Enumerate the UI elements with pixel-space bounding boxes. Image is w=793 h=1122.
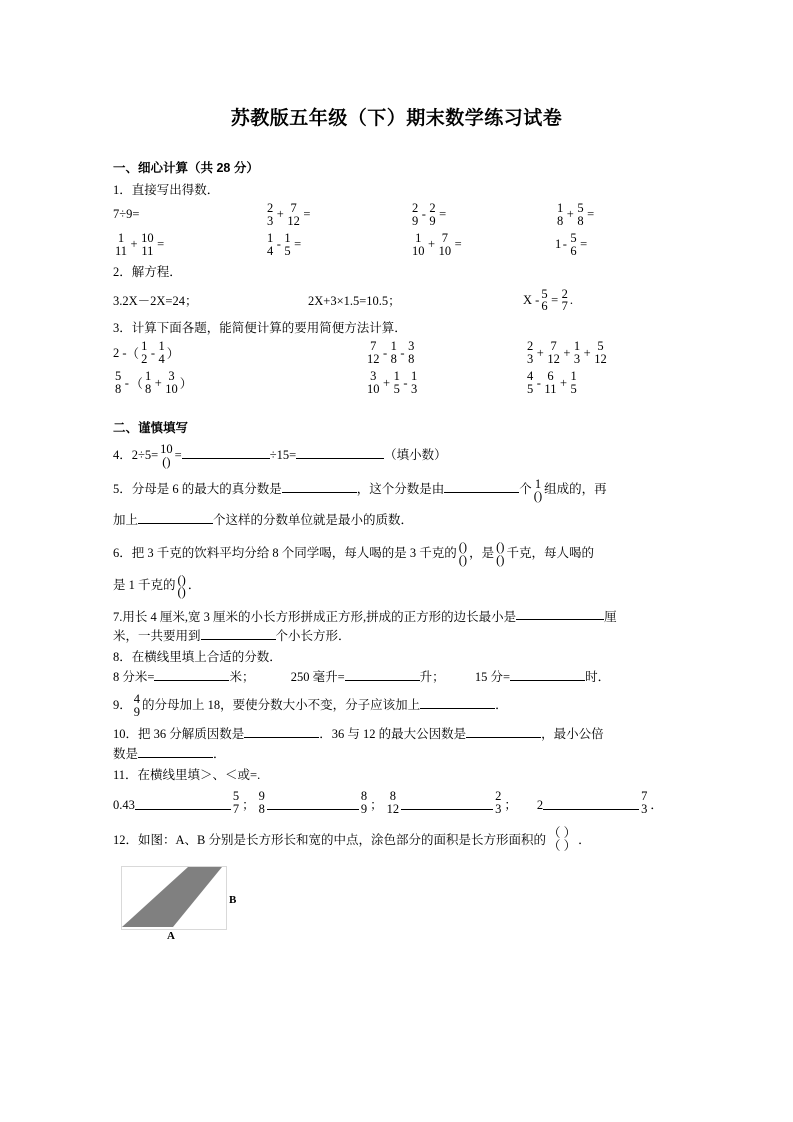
fraction: 1 4 xyxy=(267,230,274,258)
q2-equation-1-text: 3.2X－2X=24； xyxy=(113,294,198,309)
answer-blank[interactable] xyxy=(282,480,357,493)
answer-blank[interactable] xyxy=(420,696,495,709)
q12-part-1: 12．如图：A、B 分别是长方形长和宽的中点，涂色部分的面积是长方形面积的 xyxy=(113,832,546,847)
answer-blank[interactable] xyxy=(345,668,420,681)
answer-blank[interactable] xyxy=(182,446,270,459)
question-10-line-2 xyxy=(113,745,685,765)
q8-a-label: 8 分米= xyxy=(113,670,155,685)
question-1-label: 1．直接写出得数． xyxy=(113,182,220,197)
q6-part-2: ，是 xyxy=(469,545,495,560)
q3-item-2 xyxy=(365,338,525,368)
fraction: 7 12 xyxy=(287,200,300,228)
question-9 xyxy=(113,693,685,719)
q7-part-3: 米，一共要用到 xyxy=(113,629,201,644)
operator: - xyxy=(536,375,541,390)
separator: ． xyxy=(650,798,663,813)
variable-x: X - xyxy=(523,292,540,307)
question-12-figure xyxy=(121,866,251,944)
q10-part-2: ．36 与 12 的最大公因数是 xyxy=(319,727,467,742)
fraction: 2 9 xyxy=(429,200,436,228)
fraction: 1 10 xyxy=(412,230,425,258)
operator: + xyxy=(563,345,571,360)
operator: - xyxy=(403,375,408,390)
operator: + xyxy=(559,375,568,390)
comparison-pair-4 xyxy=(537,790,665,816)
fraction: 5 12 xyxy=(594,339,607,367)
fraction: 7 10 xyxy=(438,230,452,258)
answer-blank[interactable] xyxy=(444,480,519,493)
operator: - xyxy=(383,345,388,360)
answer-blank[interactable] xyxy=(201,627,276,640)
answer-blank[interactable] xyxy=(516,607,604,620)
fraction: 3 8 xyxy=(408,339,415,367)
fraction: 5 6 xyxy=(570,230,577,258)
fraction: 7 3 xyxy=(641,788,648,816)
equals-sign: = xyxy=(587,207,595,222)
q2-equation-1 xyxy=(113,285,308,315)
q8-a-unit: 米； xyxy=(229,670,255,685)
figure-label-b: B xyxy=(229,893,237,906)
q7-part-4: 个小长方形． xyxy=(275,629,351,644)
fraction: 3 10 xyxy=(165,369,178,397)
answer-blank[interactable] xyxy=(244,725,319,738)
close-paren: ） xyxy=(179,377,193,392)
q3-item-5 xyxy=(365,368,525,398)
q1-item-1 xyxy=(113,200,265,230)
equals-sign: = xyxy=(580,237,588,252)
operator: - xyxy=(421,207,426,222)
period: . xyxy=(569,292,574,307)
answer-blank[interactable] xyxy=(138,511,213,524)
answer-blank[interactable] xyxy=(154,668,229,681)
comparison-blank[interactable] xyxy=(543,808,639,810)
operator: - xyxy=(124,375,129,390)
operator: + xyxy=(583,345,591,360)
comparison-pair-1 xyxy=(113,790,257,816)
shaded-region xyxy=(122,867,222,927)
q1-item-1-text: 7÷9= xyxy=(113,207,140,222)
equals-sign: = xyxy=(157,237,165,252)
q10-part-1: 10．把 36 分解质因数是 xyxy=(113,727,245,742)
figure-rectangle xyxy=(121,866,227,930)
question-2-row xyxy=(113,285,685,315)
section-heading-1: 一、细心计算（共 28 分） xyxy=(113,161,259,175)
q4-part-4: （填小数） xyxy=(384,447,447,462)
question-6-line-1 xyxy=(113,541,685,567)
question-11-comparisons xyxy=(113,790,685,816)
answer-fraction-placeholder: （ ） （ ） xyxy=(548,826,577,854)
fraction: () () xyxy=(177,572,186,600)
question-10-line-1 xyxy=(113,725,685,745)
question-11-label: 11．在横线里填＞、＜或=. xyxy=(113,767,261,782)
fraction: 4 5 xyxy=(527,369,534,397)
fraction: 2 3 xyxy=(527,339,534,367)
page-title: 苏教版五年级（下）期末数学练习试卷 xyxy=(230,108,563,129)
q8-b-label: 250 毫升= xyxy=(290,670,345,685)
operator: + xyxy=(276,207,284,222)
separator: ； xyxy=(242,798,255,813)
fraction: 1 2 xyxy=(141,339,148,367)
question-1-row-1 xyxy=(113,200,685,230)
fraction: 1 8 xyxy=(144,369,152,397)
q3-item-6 xyxy=(525,368,685,398)
comparison-blank[interactable] xyxy=(135,808,231,810)
q1-item-3 xyxy=(410,200,555,230)
fraction: 4 9 xyxy=(133,692,141,720)
q1-item-4 xyxy=(555,200,685,230)
q4-part-1: 4．2÷5= xyxy=(113,447,159,462)
q2-equation-2-text: 2X+3×1.5=10.5； xyxy=(308,294,401,309)
fraction: 1 5 xyxy=(284,230,291,258)
fraction: 5 8 xyxy=(115,369,122,397)
operator: + xyxy=(566,207,574,222)
q7-part-1: 7.用长 4 厘米,宽 3 厘米的小长方形拼成正方形,拼成的正方形的边长最小是 xyxy=(113,609,517,624)
equals-sign: = xyxy=(551,292,559,307)
fraction: 1 5 xyxy=(393,369,400,397)
fraction: 2 3 xyxy=(495,788,502,816)
question-3-label: 3．计算下面各题，能简便计算的要用简便方法计算． xyxy=(113,321,407,336)
fraction: 1 3 xyxy=(410,369,418,397)
question-6-line-2 xyxy=(113,574,685,600)
open-paren: （ xyxy=(130,377,143,392)
fraction: 3 10 xyxy=(367,369,380,397)
fraction: () () xyxy=(496,540,505,567)
q4-part-3: ÷15= xyxy=(269,447,297,462)
fraction: 5 6 xyxy=(541,286,548,314)
lead-number: 2 - xyxy=(113,345,127,360)
fraction: 8 12 xyxy=(386,788,400,816)
operator: - xyxy=(276,237,281,252)
q9-part-3: ． xyxy=(495,698,508,713)
q6-part-5: ． xyxy=(187,578,201,593)
fraction: 1 8 xyxy=(557,200,564,228)
fraction: 6 11 xyxy=(544,369,557,397)
q12-part-2: ． xyxy=(578,832,591,847)
fraction: 7 12 xyxy=(547,339,560,367)
operator: + xyxy=(130,237,138,252)
close-paren: ） xyxy=(166,347,180,362)
q1-item-5 xyxy=(113,230,265,260)
section-heading-2: 二、谨慎填写 xyxy=(113,421,189,436)
q5-part-1: 5．分母是 6 的最大的真分数是 xyxy=(113,482,282,497)
fraction: 1 4 xyxy=(158,339,165,367)
q9-part-2: 的分母加上 18，要使分数大小不变，分子应该加上 xyxy=(142,698,421,713)
q5-part-5: 加上 xyxy=(113,513,139,528)
separator: ； xyxy=(370,798,383,813)
answer-blank[interactable] xyxy=(138,745,213,758)
q3-item-3 xyxy=(525,338,685,368)
operator: - xyxy=(400,345,405,360)
q10-part-4: 数是 xyxy=(113,747,139,762)
q7-part-2: 厘 xyxy=(604,609,617,624)
fraction: 9 8 xyxy=(258,788,265,816)
q8-c-unit: 时． xyxy=(585,670,611,685)
question-7-line-2 xyxy=(113,627,685,647)
question-1-row-2 xyxy=(113,230,685,260)
equals-sign: = xyxy=(454,237,462,252)
question-8-units-row xyxy=(113,667,685,689)
q3-item-1 xyxy=(113,338,365,368)
question-5-line-2 xyxy=(113,510,685,532)
fraction: 1 () xyxy=(533,476,543,504)
equals-sign: = xyxy=(294,237,302,252)
fraction: 10 () xyxy=(160,442,173,469)
fraction: () () xyxy=(458,540,468,567)
q1-item-6 xyxy=(265,230,410,260)
fraction: 1 5 xyxy=(570,369,577,397)
q2-equation-2 xyxy=(308,285,523,315)
question-4 xyxy=(113,443,685,469)
operator: - xyxy=(150,345,155,360)
equals-sign: = xyxy=(174,447,182,462)
integer: 1 xyxy=(555,237,562,252)
q1-item-7 xyxy=(410,230,555,260)
q1-item-2 xyxy=(265,200,410,230)
fraction: 1 3 xyxy=(573,339,581,367)
q6-part-1: 6．把 3 千克的饮料平均分给 8 个同学喝，每人喝的是 3 千克的 xyxy=(113,545,457,560)
q10-part-5: ． xyxy=(213,747,226,762)
separator: ； xyxy=(504,798,517,813)
question-12 xyxy=(113,827,685,853)
fraction: 2 7 xyxy=(561,286,568,314)
q9-part-1: 9． xyxy=(113,698,132,713)
figure-label-a: A xyxy=(167,929,175,942)
operator: - xyxy=(562,237,567,252)
fraction: 1 11 xyxy=(115,230,128,258)
open-paren: （ xyxy=(126,347,140,362)
operator: + xyxy=(428,237,436,252)
fraction: 5 8 xyxy=(577,200,584,228)
q8-b-unit: 升； xyxy=(419,670,445,685)
answer-blank[interactable] xyxy=(296,446,384,459)
q5-part-6: 个这样的分数单位就是最小的质数． xyxy=(213,513,414,528)
question-3-row-2 xyxy=(113,368,685,398)
q5-part-3: 个 xyxy=(519,482,532,497)
equals-sign: = xyxy=(303,207,311,222)
fraction: 2 3 xyxy=(267,200,274,228)
q5-part-2: ，这个分数是由 xyxy=(356,482,445,497)
question-2-label: 2．解方程． xyxy=(113,264,182,279)
q3-item-4 xyxy=(113,368,365,398)
cmp4-left: 2 xyxy=(536,798,544,813)
comparison-pair-3 xyxy=(385,790,519,816)
cmp1-left: 0.43 xyxy=(113,798,135,813)
comparison-blank[interactable] xyxy=(267,808,359,810)
fraction: 10 11 xyxy=(141,230,154,258)
fraction: 7 12 xyxy=(367,339,380,367)
q5-part-4: 组成的，再 xyxy=(544,482,607,497)
fraction: 8 9 xyxy=(360,788,368,816)
fraction: 1 8 xyxy=(390,339,397,367)
question-5-line-1 xyxy=(113,478,685,504)
operator: + xyxy=(154,375,162,390)
fraction: 5 7 xyxy=(232,788,240,816)
q8-c-label: 15 分= xyxy=(474,670,511,685)
q10-part-3: ，最小公倍 xyxy=(541,727,604,742)
q6-part-4: 是 1 千克的 xyxy=(113,578,176,593)
shaded-region-svg xyxy=(122,867,224,927)
operator: + xyxy=(536,345,544,360)
q6-part-3: 千克，每人喝的 xyxy=(506,545,594,560)
equals-sign: = xyxy=(439,207,447,222)
document-body xyxy=(113,160,685,944)
answer-blank[interactable] xyxy=(510,668,585,681)
fraction: 2 9 xyxy=(412,200,419,228)
operator: + xyxy=(383,375,391,390)
q2-equation-3 xyxy=(523,285,683,315)
answer-blank[interactable] xyxy=(466,725,541,738)
question-8-label: 8．在横线里填上合适的分数． xyxy=(113,649,282,664)
question-7-line-1 xyxy=(113,607,685,627)
comparison-pair-2 xyxy=(257,790,385,816)
comparison-blank[interactable] xyxy=(401,808,493,810)
q1-item-8 xyxy=(555,230,685,260)
question-3-row-1 xyxy=(113,338,685,368)
